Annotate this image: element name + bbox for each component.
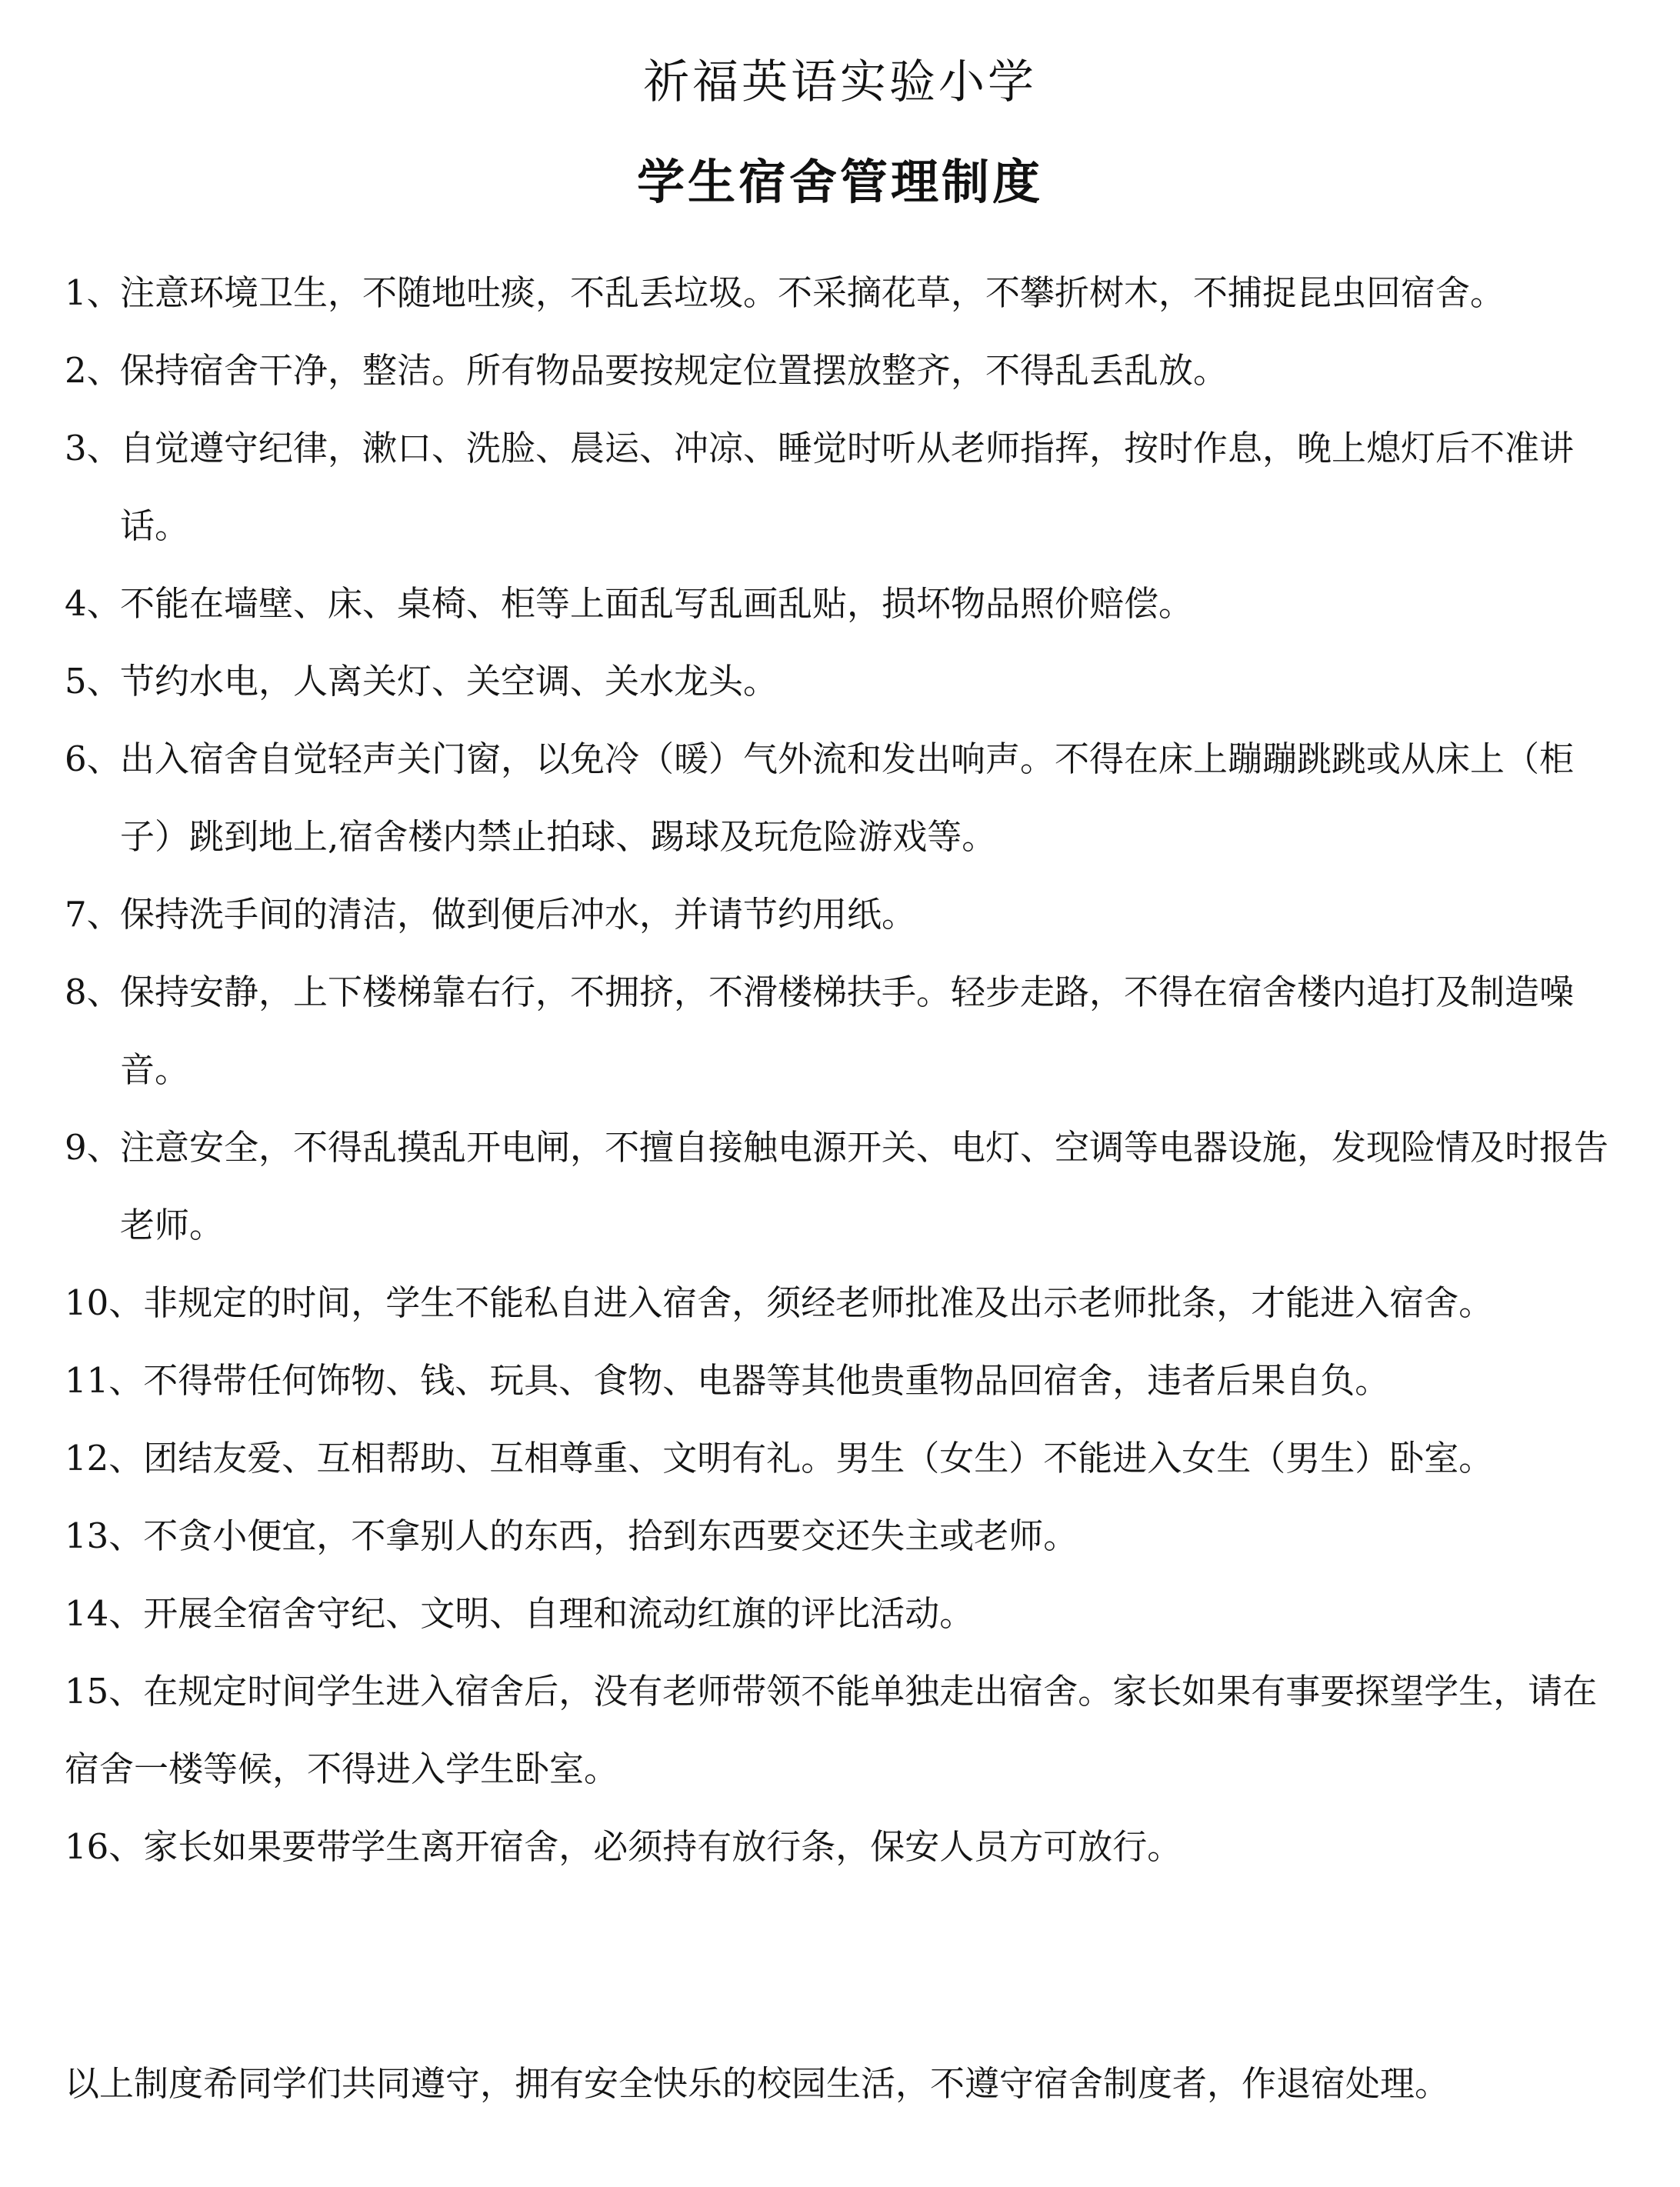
rule-item bbox=[65, 409, 1611, 565]
rule-number: 7、 bbox=[65, 894, 122, 935]
rule-number: 5、 bbox=[65, 661, 122, 702]
rule-number: 6、 bbox=[65, 738, 122, 779]
rule-item bbox=[65, 1342, 1611, 1419]
closing-statement: 以上制度希同学们共同遵守，拥有安全快乐的校园生活，不遵守宿舍制度者，作退宿处理。 bbox=[65, 2063, 1450, 2104]
rule-number: 2、 bbox=[65, 350, 122, 391]
rule-item bbox=[65, 1419, 1611, 1497]
rule-number: 8、 bbox=[65, 972, 122, 1012]
rule-text: 注意环境卫生，不随地吐痰，不乱丢垃圾。不采摘花草，不攀折树木，不捕捉昆虫回宿舍。 bbox=[120, 272, 1505, 313]
rule-item bbox=[65, 254, 1611, 332]
rule-item bbox=[65, 1264, 1611, 1342]
rule-item bbox=[65, 1497, 1611, 1575]
rule-item bbox=[65, 1652, 1611, 1808]
rule-item bbox=[65, 642, 1611, 720]
rule-item bbox=[65, 1575, 1611, 1652]
rule-number: 13、 bbox=[65, 1515, 144, 1556]
rule-item bbox=[65, 565, 1611, 642]
rule-number: 11、 bbox=[65, 1360, 144, 1401]
rule-item bbox=[65, 875, 1611, 953]
rule-number: 14、 bbox=[65, 1593, 144, 1634]
rule-number: 10、 bbox=[65, 1282, 144, 1323]
rule-item bbox=[65, 1109, 1611, 1264]
rule-number: 4、 bbox=[65, 583, 122, 624]
rule-text: 保持宿舍干净，整洁。所有物品要按规定位置摆放整齐，不得乱丢乱放。 bbox=[120, 350, 1228, 391]
rule-text: 在规定时间学生进入宿舍后，没有老师带领不能单独走出宿舍。家长如果有事要探望学生，请在宿舍一楼等候，不得进入学生卧室。 bbox=[65, 1671, 1598, 1789]
rule-text: 不贪小便宜，不拿别人的东西，拾到东西要交还失主或老师。 bbox=[143, 1515, 1078, 1556]
rule-item bbox=[65, 953, 1611, 1109]
rules-list bbox=[65, 254, 1611, 1885]
document-title: 学生宿舍管理制度 bbox=[636, 154, 1043, 210]
rule-text: 保持洗手间的清洁，做到便后冲水，并请节约用纸。 bbox=[120, 894, 917, 935]
rule-item bbox=[65, 1808, 1611, 1885]
rule-item bbox=[65, 332, 1611, 409]
rule-number: 16、 bbox=[65, 1826, 144, 1867]
rule-text: 团结友爱、互相帮助、互相尊重、文明有礼。男生（女生）不能进入女生（男生）卧室。 bbox=[143, 1438, 1494, 1479]
rule-text: 不得带任何饰物、钱、玩具、食物、电器等其他贵重物品回宿舍，违者后果自负。 bbox=[143, 1360, 1390, 1401]
rule-text: 非规定的时间，学生不能私自进入宿舍，须经老师批准及出示老师批条，才能进入宿舍。 bbox=[143, 1282, 1494, 1323]
rule-text: 保持安静，上下楼梯靠右行，不拥挤，不滑楼梯扶手。轻步走路，不得在宿舍楼内追打及制造噪音。 bbox=[120, 972, 1575, 1090]
rule-number: 9、 bbox=[65, 1127, 122, 1168]
rule-text: 自觉遵守纪律，漱口、洗脸、晨运、冲凉、睡觉时听从老师指挥，按时作息，晚上熄灯后不准讲话。 bbox=[120, 428, 1575, 546]
rule-text: 节约水电，人离关灯、关空调、关水龙头。 bbox=[120, 661, 778, 702]
rule-number: 3、 bbox=[65, 428, 122, 468]
rule-number: 1、 bbox=[65, 272, 122, 313]
rule-text: 家长如果要带学生离开宿舍，必须持有放行条，保安人员方可放行。 bbox=[143, 1826, 1182, 1867]
rule-item bbox=[65, 720, 1611, 875]
school-name: 祈福英语实验小学 bbox=[643, 55, 1037, 109]
rule-text: 开展全宿舍守纪、文明、自理和流动红旗的评比活动。 bbox=[143, 1593, 975, 1634]
rule-number: 15、 bbox=[65, 1671, 144, 1712]
rule-number: 12、 bbox=[65, 1438, 144, 1479]
rule-text: 不能在墙壁、床、桌椅、柜等上面乱写乱画乱贴，损坏物品照价赔偿。 bbox=[120, 583, 1194, 624]
rule-text: 注意安全，不得乱摸乱开电闸，不擅自接触电源开关、电灯、空调等电器设施，发现险情及时报告老师。 bbox=[120, 1127, 1609, 1245]
rule-text: 出入宿舍自觉轻声关门窗，以免冷（暖）气外流和发出响声。不得在床上蹦蹦跳跳或从床上（柜子）跳到地上,宿舍楼内禁止拍球、踢球及玩危险游戏等。 bbox=[120, 738, 1575, 857]
